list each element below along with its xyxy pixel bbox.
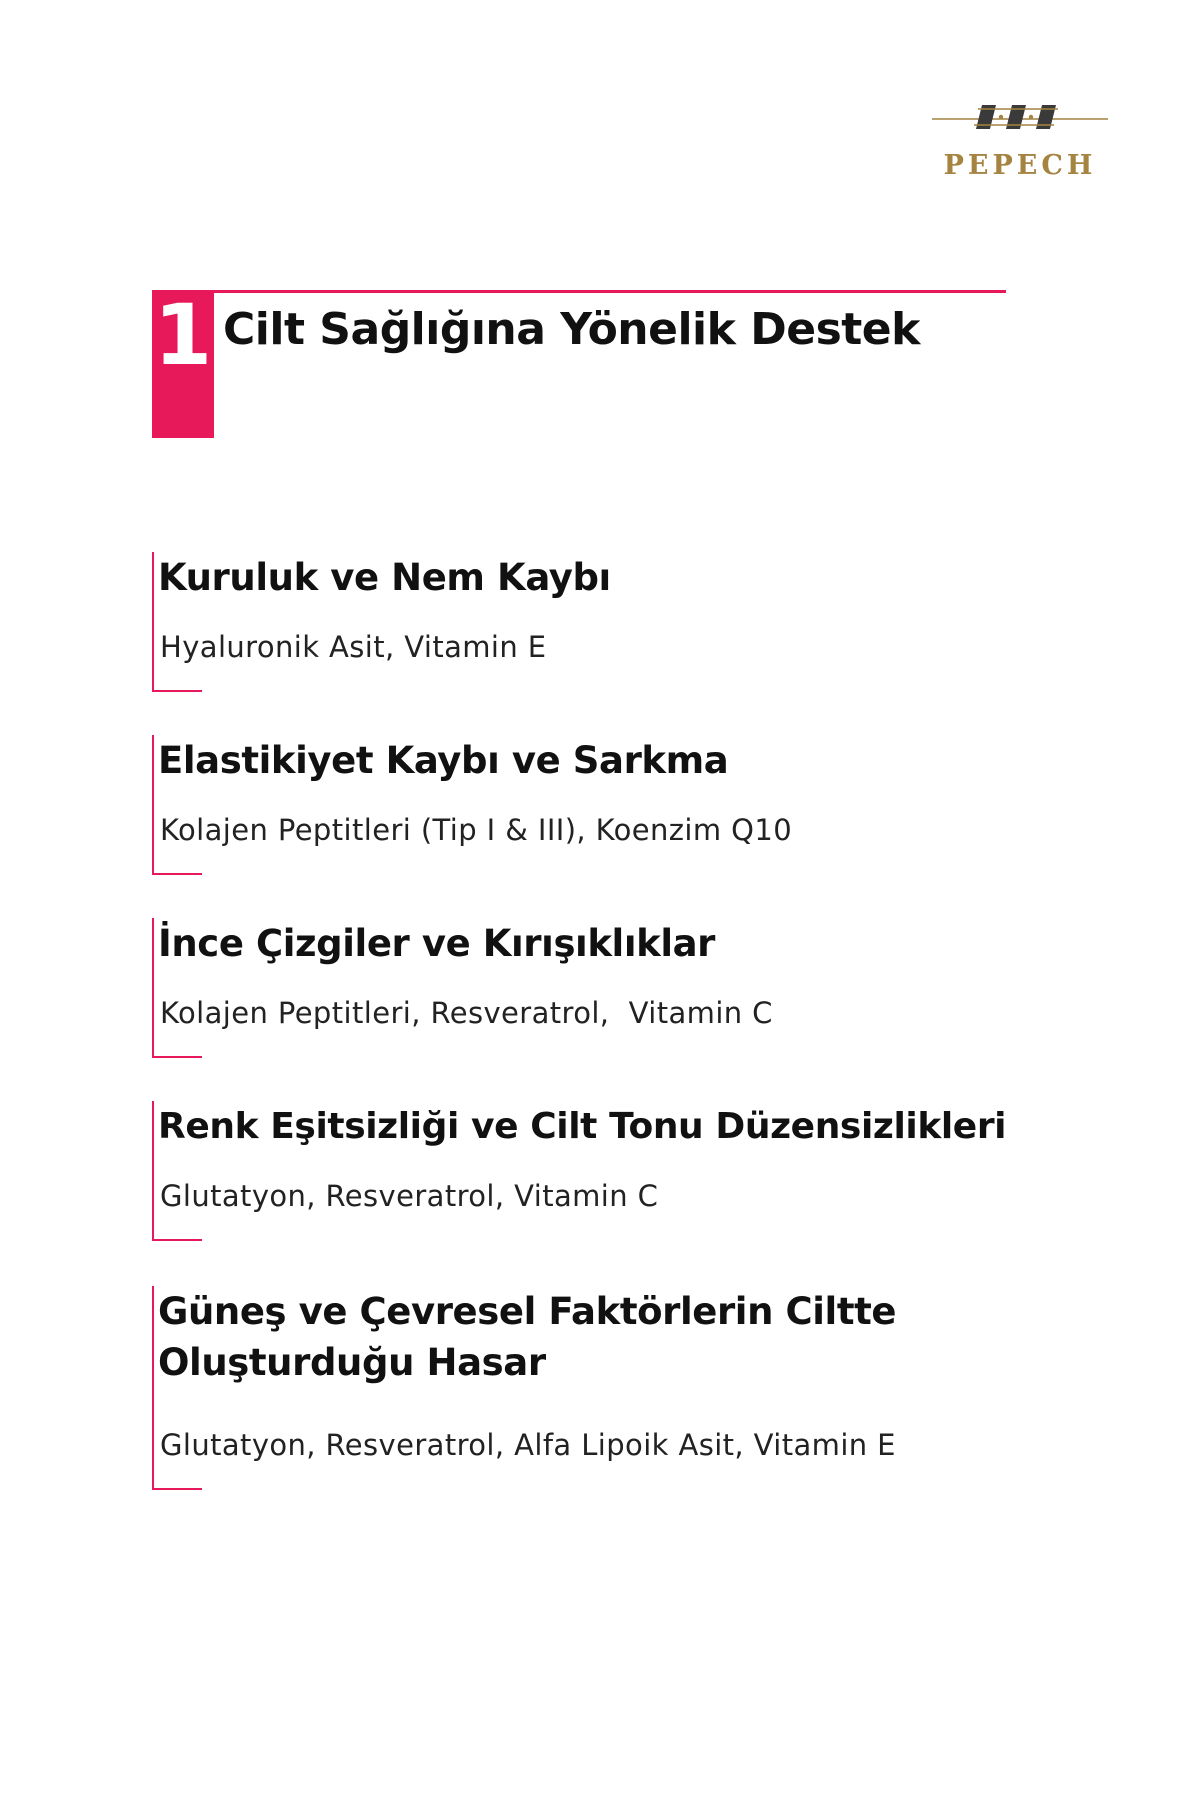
item-title: Elastikiyet Kaybı ve Sarkma (158, 739, 729, 782)
item-accent-underline (152, 1488, 202, 1490)
item-accent-bar (152, 1286, 154, 1490)
item-ingredients: Glutatyon, Resveratrol, Alfa Lipoik Asit, Vitamin E (160, 1428, 896, 1462)
brand-logo (930, 95, 1110, 195)
item-ingredients: Kolajen Peptitleri, Resveratrol, Vitamin C (160, 996, 773, 1030)
item-accent-bar (152, 552, 154, 692)
section-number: 1 (153, 286, 213, 384)
item-accent-bar (152, 735, 154, 875)
item-accent-underline (152, 1239, 202, 1241)
section-title: Cilt Sağlığına Yönelik Destek (223, 304, 920, 355)
section-number-badge (152, 286, 214, 438)
section-header (152, 286, 1006, 438)
item-title: Kuruluk ve Nem Kaybı (158, 556, 611, 599)
item-ingredients: Glutatyon, Resveratrol, Vitamin C (160, 1179, 659, 1213)
item-accent-underline (152, 1056, 202, 1058)
item-title: Renk Eşitsizliği ve Cilt Tonu Düzensizlikleri (158, 1106, 1007, 1147)
brand-name: PEPECH (943, 150, 1097, 181)
header-accent-line (152, 290, 1006, 293)
logo-emblem-icon (930, 95, 1110, 135)
item-title: İnce Çizgiler ve Kırışıklıklar (158, 922, 716, 965)
item-title: Güneş ve Çevresel Faktörlerin Ciltte Oluşturduğu Hasar (158, 1290, 897, 1384)
item-ingredients: Kolajen Peptitleri (Tip I & III), Koenzim Q10 (160, 813, 793, 847)
item-ingredients: Hyaluronik Asit, Vitamin E (160, 630, 547, 664)
item-accent-bar (152, 1101, 154, 1241)
item-accent-bar (152, 918, 154, 1058)
item-accent-underline (152, 690, 202, 692)
item-accent-underline (152, 873, 202, 875)
